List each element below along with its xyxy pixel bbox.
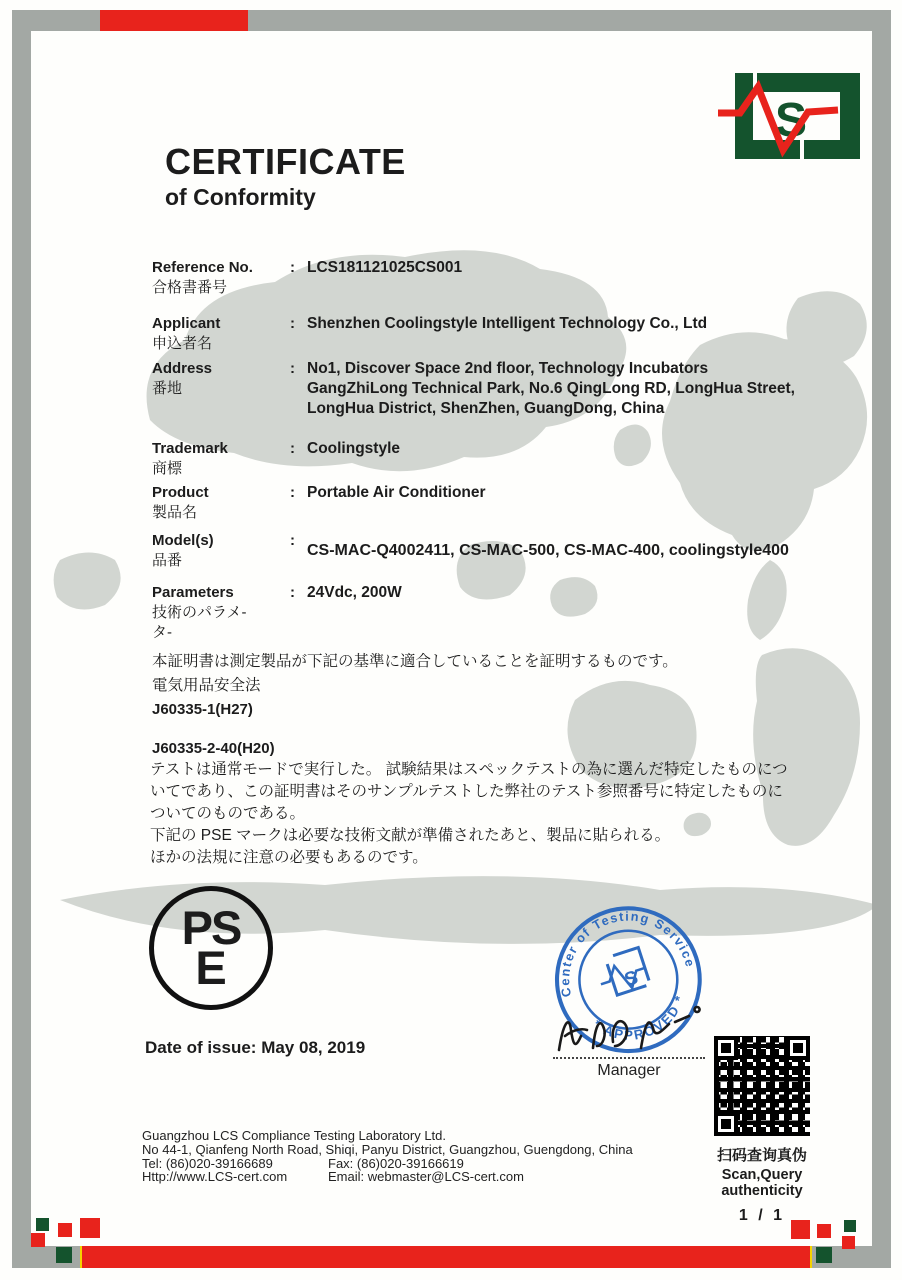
lcs-logo (700, 60, 865, 165)
footer-address: No 44-1, Qianfeng North Road, Shiqi, Panyu District, Guangzhou, Guengdong, China (142, 1141, 633, 1157)
statement-block (152, 650, 832, 761)
field-value-address (307, 359, 795, 419)
field-label-jp: 申込者名 (152, 335, 213, 352)
qr-section (682, 1036, 842, 1225)
stamp-emblem-letter: S (621, 966, 641, 992)
field-row-product (152, 483, 486, 523)
field-label-jp: タ- (152, 624, 172, 641)
field-label: Address (152, 360, 213, 377)
qr-caption-cn: 扫码查询真伪 (716, 1147, 807, 1164)
date-of-issue: Date of issue: May 08, 2019 (145, 1038, 366, 1057)
field-label: Product (152, 484, 209, 501)
stamp-arc-top-text: Center of Testing Service (557, 908, 699, 999)
bottom-red-bar (82, 1246, 810, 1268)
field-row-trademark (152, 439, 400, 479)
statement-intro: 本証明書は測定製品が下記の基準に適合していることを証明するものです。 (152, 653, 678, 670)
note-line: いてであり、この証明書はそのサンプルテストした弊社のテスト参照番号に特定したものに (150, 783, 783, 800)
statement-law: 電気用品安全法 (152, 677, 261, 694)
field-colon: : (290, 259, 295, 276)
deco-square-green (56, 1247, 72, 1263)
lcs-logo-letter-s: S (774, 94, 808, 147)
footer-web: Http://www.LCS-cert.com (142, 1169, 288, 1185)
field-row-parameters (152, 583, 402, 643)
field-colon: : (290, 532, 295, 549)
pse-mark-ps: PS (181, 901, 241, 954)
pse-mark (149, 886, 273, 1010)
field-value-applicant: Shenzhen Coolingstyle Intelligent Technology Co., Ltd (307, 315, 708, 332)
page-title: CERTIFICATE (165, 141, 406, 182)
deco-square-red (817, 1224, 831, 1238)
field-row-address (152, 359, 795, 419)
field-label-jp: 品番 (152, 552, 183, 569)
footer-fax: Fax: (86)020-39166619 (328, 1155, 464, 1171)
qr-code (714, 1036, 810, 1136)
note-line: ほかの法規に注意の必要もあるのです。 (150, 849, 428, 866)
field-value-reference-no: LCS181121025CS001 (307, 259, 463, 276)
frame-right (872, 10, 891, 1268)
field-colon: : (290, 484, 295, 501)
qr-finder (786, 1036, 810, 1060)
frame-top-red-accent (100, 10, 248, 31)
field-value-models: CS-MAC-Q4002411, CS-MAC-500, CS-MAC-400, coolingstyle400 (307, 542, 789, 559)
deco-yellow-sliver-right (810, 1246, 812, 1268)
field-label-jp: 番地 (152, 380, 183, 397)
address-line: GangZhiLong Technical Park, No.6 QingLong RD, LongHua Street, (307, 380, 795, 397)
pse-mark-e: E (195, 941, 227, 994)
field-value-parameters: 24Vdc, 200W (307, 584, 402, 601)
address-line: No1, Discover Space 2nd floor, Technology Incubators (307, 360, 709, 377)
field-colon: : (290, 584, 295, 601)
field-value-trademark: Coolingstyle (307, 440, 401, 457)
qr-finder (714, 1036, 738, 1060)
field-row-applicant (152, 314, 707, 354)
footer-company: Guangzhou LCS Compliance Testing Laboratory Ltd. (142, 1128, 447, 1143)
field-value-product: Portable Air Conditioner (307, 484, 486, 501)
frame-left (12, 10, 31, 1268)
field-label: Trademark (152, 440, 228, 457)
field-colon: : (290, 315, 295, 332)
footer (142, 1129, 633, 1184)
deco-square-red (842, 1236, 855, 1249)
deco-square-green (844, 1220, 856, 1232)
field-label-jp: 製品名 (152, 504, 198, 521)
page-subtitle: of Conformity (165, 184, 316, 210)
page-number: 1 / 1 (738, 1207, 786, 1224)
qr-caption-en: Scan,Query authenticity (721, 1167, 803, 1199)
field-label-jp: 合格書番号 (152, 279, 228, 296)
field-row-reference (152, 258, 462, 298)
field-label-jp: 技術のパラメ- (152, 604, 247, 621)
standard-1: J60335-1(H27) (152, 701, 253, 718)
footer-tel: Tel: (86)020-39166689 (142, 1155, 273, 1171)
stamp-arc-bottom-text: * APPROVED * (590, 992, 688, 1043)
field-colon: : (290, 440, 295, 457)
address-line: LongHua District, ShenZhen, GuangDong, China (307, 400, 665, 417)
footer-email: Email: webmaster@LCS-cert.com (328, 1169, 524, 1185)
notes-block (150, 759, 840, 869)
deco-square-green (36, 1218, 49, 1231)
field-label: Applicant (152, 315, 221, 332)
field-label-jp: 商標 (152, 460, 183, 477)
signature-title: Manager (597, 1062, 661, 1079)
qr-finder (714, 1112, 738, 1136)
deco-square-red (80, 1218, 100, 1238)
deco-square-red (58, 1223, 72, 1237)
field-label: Reference No. (152, 259, 253, 276)
deco-square-green (816, 1247, 832, 1263)
field-row-models (152, 531, 789, 571)
note-line: 下記の PSE マークは必要な技術文献が準備されたあと、製品に貼られる。 (150, 827, 671, 844)
field-label: Model(s) (152, 532, 214, 549)
field-colon: : (290, 360, 295, 377)
deco-square-red (31, 1233, 45, 1247)
note-line: ついてのものである。 (150, 805, 306, 822)
field-label: Parameters (152, 584, 234, 601)
standard-2: J60335-2-40(H20) (152, 740, 275, 757)
note-line: テストは通常モードで実行した。 試験結果はスペックテストの為に選んだ特定したものにつ (150, 761, 788, 778)
